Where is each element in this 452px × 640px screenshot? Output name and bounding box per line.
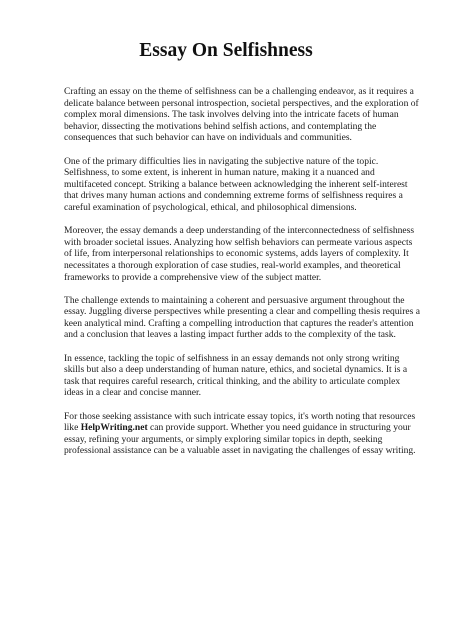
paragraph-5: In essence, tackling the topic of selfishness in an essay demands not only strong writing skills but also a deep understanding of human nature, ethics, and societal dynamics. It is a task that requires careful research, critical thinking, and the ability to articulate complex ideas in a clear and concise manner. xyxy=(64,352,408,399)
essay-body xyxy=(64,86,421,469)
paragraph-6-intro: For those seeking assistance with such intricate essay topics, it's worth noting that resources like xyxy=(64,410,416,434)
paragraph-2: One of the primary difficulties lies in navigating the subjective nature of the topic. Selfishness, to some extent, is inherent in human nature, making it a nuanced and multifaceted concept. Striking a balance between acknowledging the inherent self-interest that drives many human actions and condemning extreme forms of selfishness requires a careful examination of psychological, ethical, and philosophical dimensions. xyxy=(64,155,408,213)
paragraph-4: The challenge extends to maintaining a coherent and persuasive argument throughout the essay. Juggling diverse perspectives while presenting a clear and compelling thesis requires a keen analytical mind. Crafting a compelling introduction that captures the reader's attention and a conclusion that leaves a lasting impact further adds to the complexity of the task. xyxy=(64,294,420,341)
essay-title: Essay On Selfishness xyxy=(139,40,313,61)
paragraph-6-rest: can provide support. Whether you need guidance in structuring your essay, refining your arguments, or simply exploring similar topics in depth, seeking professional assistance can be a valuable asset in navigating the challenges of essay writing. xyxy=(64,422,416,457)
paragraph-3: Moreover, the essay demands a deep understanding of the interconnectedness of selfishness with broader societal issues. Analyzing how selfish behaviors can permeate various aspects of life, from interpersonal relationships to economic systems, adds layers of complexity. It necessitates a thorough exploration of case studies, real-world examples, and theoretical frameworks to provide a comprehensive view of the subject matter. xyxy=(64,225,415,283)
paragraph-6 xyxy=(64,411,421,457)
paragraph-1: Crafting an essay on the theme of selfishness can be a challenging endeavor, as it requires a delicate balance between personal introspection, societal perspectives, and the exploration of complex moral dimensions. The task involves delving into the intricate facets of human behavior, dissecting the motivations behind selfish actions, and contemplating the consequences that such behavior can have on individuals and communities. xyxy=(64,86,419,144)
helpwriting-link[interactable]: HelpWriting.net xyxy=(80,422,148,434)
